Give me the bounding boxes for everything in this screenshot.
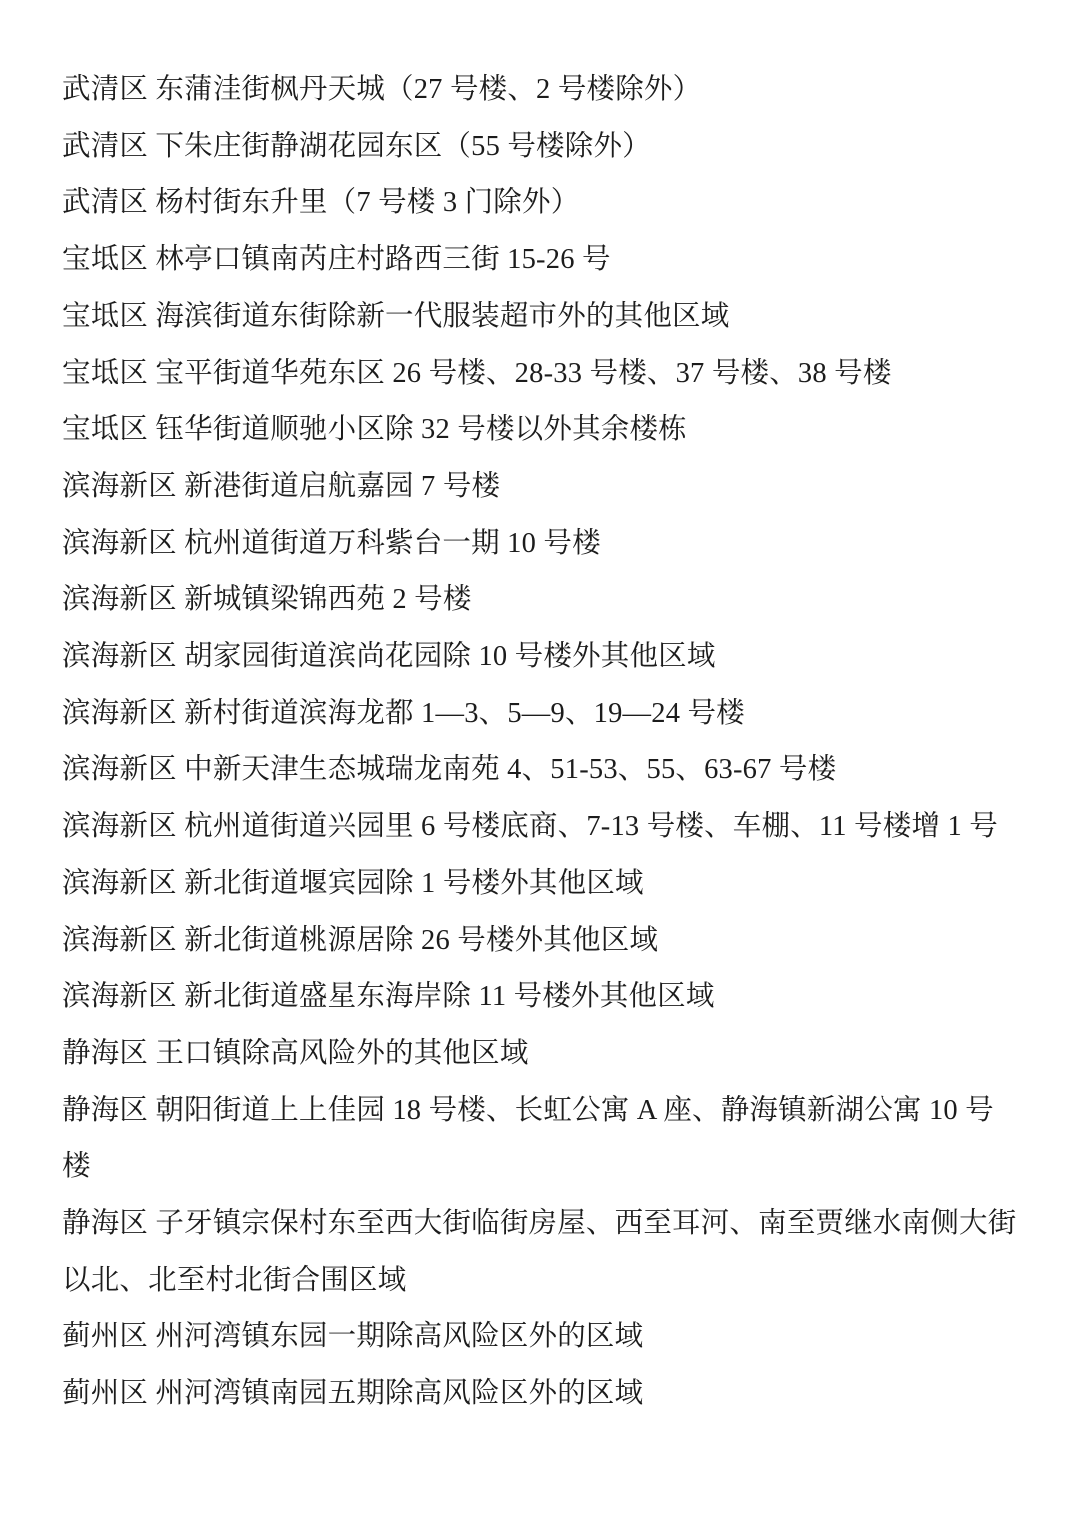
list-item: 静海区 子牙镇宗保村东至西大街临街房屋、西至耳河、南至贾继水南侧大街以北、北至村北街合围区域 xyxy=(62,1208,1017,1296)
region-list xyxy=(62,62,1018,1423)
list-item: 武清区 东蒲洼街枫丹天城（27 号楼、2 号楼除外） xyxy=(62,74,702,105)
list-item: 宝坻区 海滨街道东街除新一代服装超市外的其他区域 xyxy=(62,300,730,332)
list-item: 滨海新区 新村街道滨海龙都 1—3、5—9、19—24 号楼 xyxy=(62,697,745,729)
list-item: 滨海新区 新港街道启航嘉园 7 号楼 xyxy=(62,470,501,502)
list-item: 滨海新区 新城镇梁锦西苑 2 号楼 xyxy=(62,584,472,616)
list-item: 宝坻区 宝平街道华苑东区 26 号楼、28-33 号楼、37 号楼、38 号楼 xyxy=(62,357,892,389)
list-item: 滨海新区 新北街道桃源居除 26 号楼外其他区域 xyxy=(62,924,659,956)
list-item: 武清区 杨村街东升里（7 号楼 3 门除外） xyxy=(62,187,580,219)
list-item: 滨海新区 中新天津生态城瑞龙南苑 4、51-53、55、63-67 号楼 xyxy=(62,754,837,786)
list-item: 滨海新区 杭州道街道兴园里 6 号楼底商、7-13 号楼、车棚、11 号楼增 1 号 xyxy=(62,811,998,843)
list-item: 武清区 下朱庄街静湖花园东区（55 号楼除外） xyxy=(62,130,651,162)
list-item: 宝坻区 钰华街道顺驰小区除 32 号楼以外其余楼栋 xyxy=(62,414,687,446)
list-item: 蓟州区 州河湾镇东园一期除高风险区外的区域 xyxy=(62,1321,644,1353)
list-item: 滨海新区 胡家园街道滨尚花园除 10 号楼外其他区域 xyxy=(62,641,716,673)
list-item: 静海区 王口镇除高风险外的其他区域 xyxy=(62,1037,529,1069)
list-item: 宝坻区 林亭口镇南芮庄村路西三街 15-26 号 xyxy=(62,244,611,276)
list-item: 滨海新区 杭州道街道万科紫台一期 10 号楼 xyxy=(62,527,601,559)
list-item: 滨海新区 新北街道堰宾园除 1 号楼外其他区域 xyxy=(62,867,644,899)
list-item: 滨海新区 新北街道盛星东海岸除 11 号楼外其他区域 xyxy=(62,981,715,1013)
list-item: 蓟州区 州河湾镇南园五期除高风险区外的区域 xyxy=(62,1378,644,1410)
list-item: 静海区 朝阳街道上上佳园 18 号楼、长虹公寓 A 座、静海镇新湖公寓 10 号楼 xyxy=(62,1094,994,1183)
